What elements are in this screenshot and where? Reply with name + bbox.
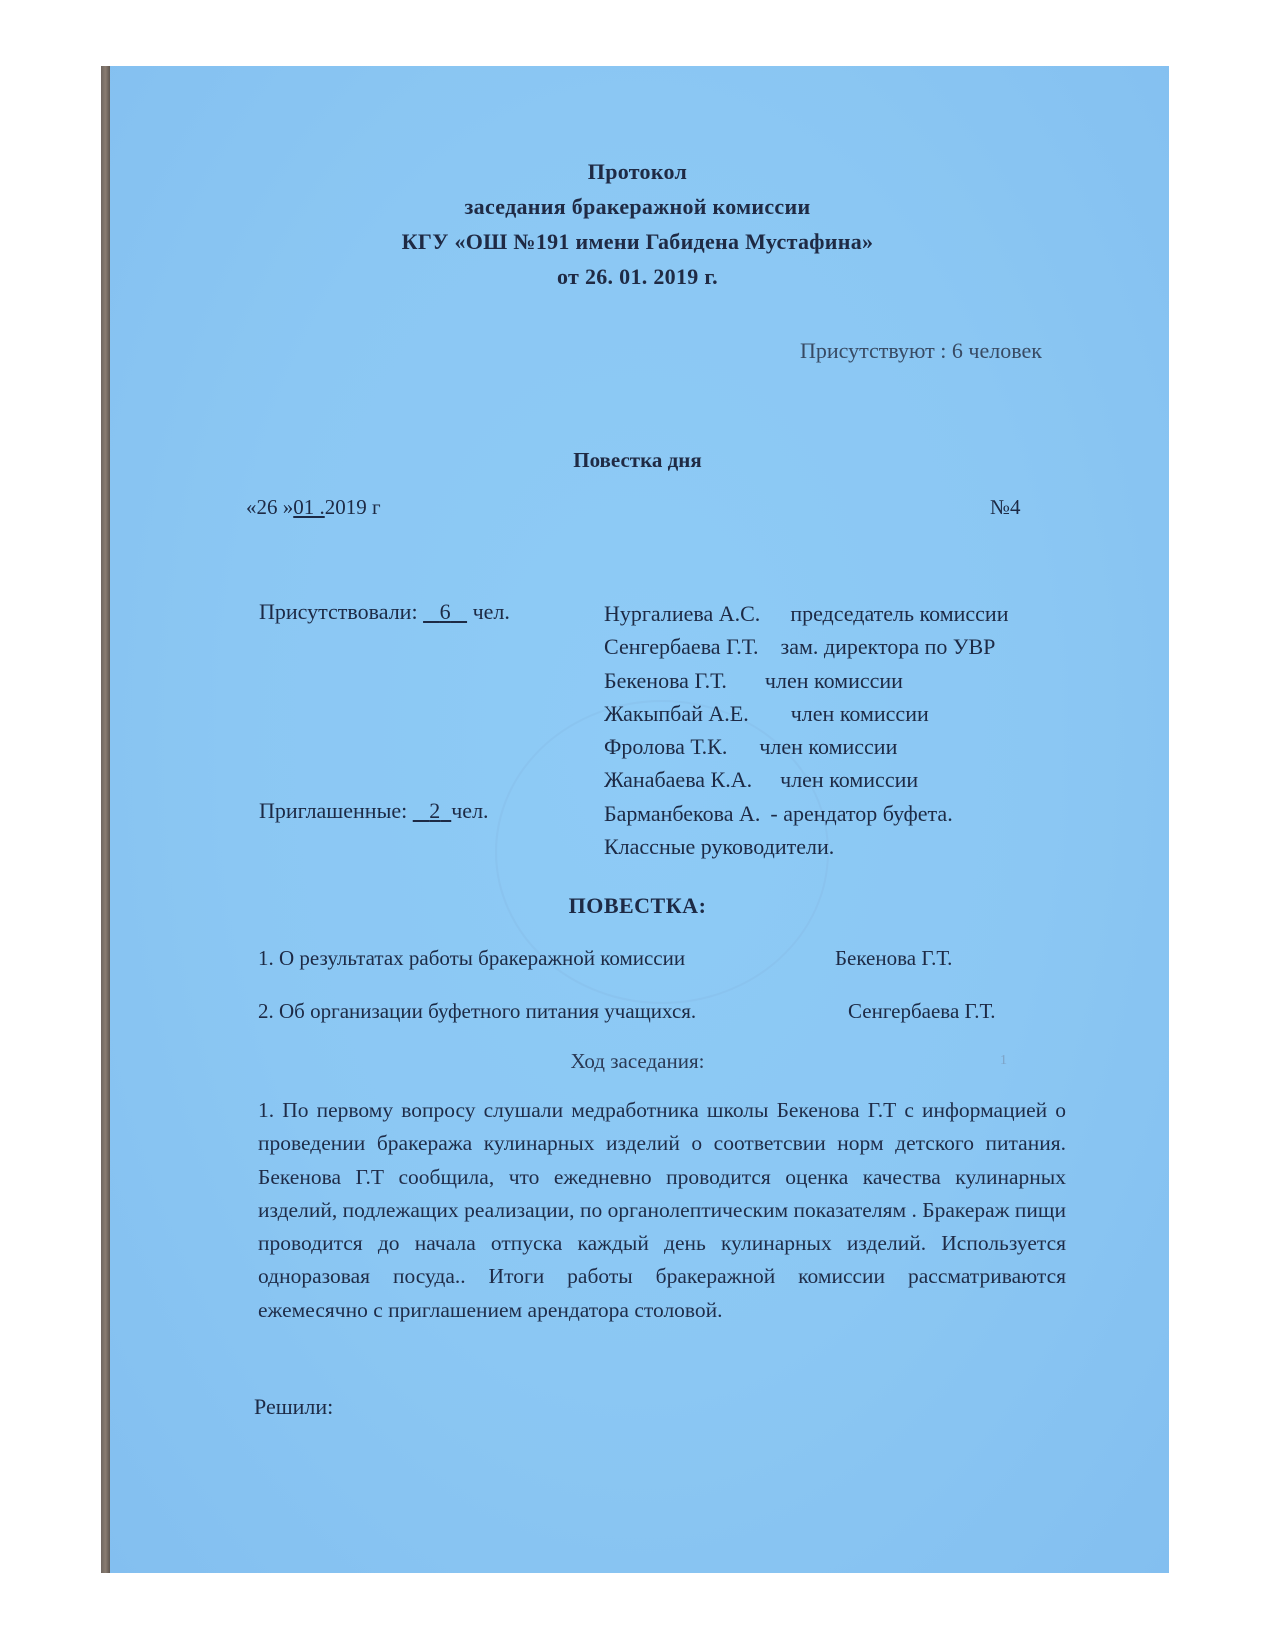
guest-role: - арендатор буфета. xyxy=(770,800,953,826)
member-role: председатель комиссии xyxy=(790,601,1009,626)
agenda-item-responsible: Сенгербаева Г.Т. xyxy=(848,999,996,1023)
member-row xyxy=(604,597,1008,630)
agenda-item-responsible: Бекенова Г.Т. xyxy=(835,946,953,970)
member-name: Нургалиева А.С. xyxy=(604,601,761,626)
member-name: Фролова Т.К. xyxy=(604,734,728,760)
agenda-item-text: 2. Об организации буфетного питания учащихся. xyxy=(258,999,697,1023)
member-row xyxy=(604,630,1008,663)
member-role: член комиссии xyxy=(764,667,903,693)
guest-name: Барманбекова А. xyxy=(604,800,761,826)
proceedings-heading: Ход заседания: xyxy=(570,1049,705,1073)
attended-unit: чел. xyxy=(472,599,510,624)
attended-value: 6 xyxy=(439,599,451,624)
present-note: Присутствуют : 6 человек xyxy=(800,338,1042,363)
guest-name: Классные руководители. xyxy=(604,834,835,860)
title-line-school: КГУ «ОШ №191 имени Габидена Мустафина» xyxy=(401,229,874,254)
date-day: «26 » xyxy=(246,495,294,519)
member-role: зам. директора по УВР xyxy=(780,634,996,660)
member-row xyxy=(604,730,1008,763)
decided-label: Решили: xyxy=(254,1394,334,1419)
invited-value: 2 xyxy=(429,798,441,823)
agenda-item-text: 1. О результатах работы бракеражной комиссии xyxy=(258,946,686,970)
attended-count xyxy=(259,599,510,625)
invited-count xyxy=(259,798,489,824)
date-month: 01 . xyxy=(293,495,325,519)
agenda-item xyxy=(258,946,685,971)
agenda-heading: ПОВЕСТКА: xyxy=(568,893,707,918)
guest-row xyxy=(604,797,1008,830)
members-list xyxy=(604,597,1008,863)
member-name: Сенгербаева Г.Т. xyxy=(604,634,759,660)
invited-unit: чел. xyxy=(451,798,489,823)
member-row xyxy=(604,763,1008,796)
protocol-number: №4 xyxy=(990,495,1021,519)
member-role: член комиссии xyxy=(790,700,929,726)
proceedings-paragraph: 1. По первому вопросу слушали медработника школы Бекенова Г.Т с информацией о проведении бракеража кулинарных изделий о соответсвии норм детского питания. Бекенова Г.Т сообщила, что ежедневно проводится оценка качества кулинарных изделий, подлежащих реализации, по органолептическим показателям . Бракераж пищи проводится до начала отпуска каждый день кулинарных изделий. Используется одноразовая посуда.. Итоги работы бракеражной комиссии рассматриваются ежемесячно с приглашением арендатора столовой. xyxy=(258,1098,1066,1322)
attended-label: Присутствовали: xyxy=(259,599,418,624)
margin-mark: 1 xyxy=(1000,1053,1007,1068)
member-row xyxy=(604,697,1008,730)
guest-row xyxy=(604,830,1008,863)
member-name: Жанабаева К.А. xyxy=(604,767,753,793)
document-title xyxy=(0,154,1275,294)
invited-label: Приглашенные: xyxy=(259,798,408,823)
date-year: 2019 г xyxy=(324,495,381,519)
agenda-item xyxy=(258,999,696,1024)
meeting-date xyxy=(246,495,381,520)
attended-number xyxy=(423,599,467,624)
title-line-meeting: заседания бракеражной комиссии xyxy=(464,194,811,219)
invited-number xyxy=(413,798,452,823)
member-row xyxy=(604,664,1008,697)
member-role: член комиссии xyxy=(759,734,898,760)
member-name: Жакыпбай А.Е. xyxy=(604,700,749,726)
title-line-protocol: Протокол xyxy=(587,159,688,184)
agenda-day-heading: Повестка дня xyxy=(573,448,702,472)
member-name: Бекенова Г.Т. xyxy=(604,667,727,693)
title-line-date: от 26. 01. 2019 г. xyxy=(557,264,718,289)
member-role: член комиссии xyxy=(780,767,919,793)
